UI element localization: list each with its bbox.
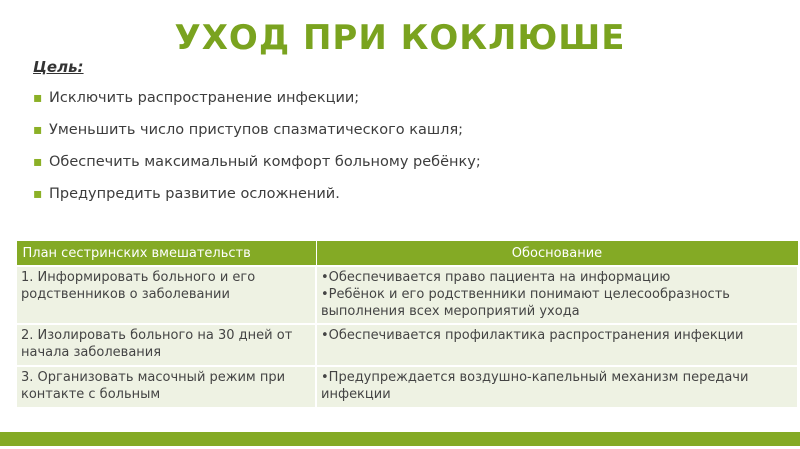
goal-list (33, 90, 481, 218)
goal-label: Цель: (33, 58, 84, 76)
reason-cell (316, 266, 798, 324)
reason-cell (316, 366, 798, 408)
reason-line: •Предупреждается воздушно-капельный механизм передачи инфекции (321, 370, 749, 402)
reason-line: •Обеспечивается профилактика распространения инфекции (321, 328, 744, 343)
column-header-reason: Обоснование (316, 241, 798, 267)
table-row (16, 324, 798, 366)
list-item (33, 186, 481, 218)
list-item-text: Уменьшить число приступов спазматического кашля; (49, 122, 464, 138)
list-item (33, 154, 481, 186)
list-item (33, 122, 481, 154)
bullet-icon: ▪ (33, 122, 43, 138)
list-item (33, 90, 481, 122)
bullet-icon: ▪ (33, 186, 43, 202)
list-item-text: Обеспечить максимальный комфорт больному ребёнку; (49, 154, 481, 170)
table-row (16, 266, 798, 324)
reason-cell (316, 324, 798, 366)
footer-bar (0, 432, 800, 446)
slide-title: УХОД ПРИ КОКЛЮШЕ (174, 18, 626, 58)
table-row (16, 366, 798, 408)
bullet-icon: ▪ (33, 90, 43, 106)
list-item-text: Предупредить развитие осложнений. (49, 186, 340, 202)
list-item-text: Исключить распространение инфекции; (49, 90, 360, 106)
reason-line: •Ребёнок и его родственники понимают целесообразность выполнения всех мероприятий ухода (321, 287, 730, 319)
plan-cell: 1. Информировать больного и его родственников о заболевании (16, 266, 316, 324)
reason-line: •Обеспечивается право пациента на информацию (321, 270, 671, 285)
plan-cell: 3. Организовать масочный режим при контакте с больным (16, 366, 316, 408)
nursing-plan-table (15, 240, 799, 409)
plan-cell: 2. Изолировать больного на 30 дней от начала заболевания (16, 324, 316, 366)
column-header-plan: План сестринских вмешательств (16, 241, 316, 267)
bullet-icon: ▪ (33, 154, 43, 170)
table-header-row (16, 241, 798, 267)
